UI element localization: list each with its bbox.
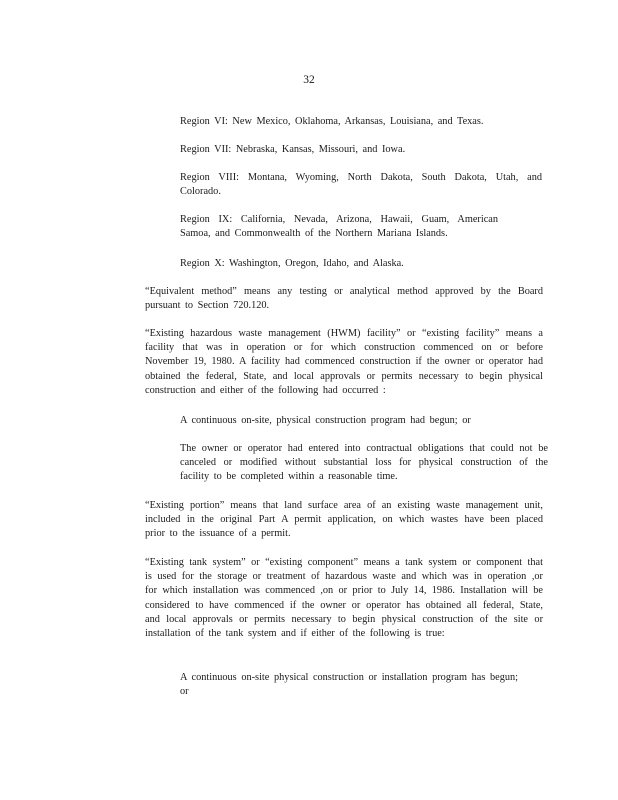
facility-item-continuous: A continuous on-site, physical construction program had begun; or	[180, 415, 471, 426]
region-vii: Region VII: Nebraska, Kansas, Missouri, and Iowa.	[180, 144, 406, 155]
region-x: Region X: Washington, Oregon, Idaho, and Alaska.	[180, 258, 404, 269]
facility-item-contractual: The owner or operator had entered into contractual obligations that could not be canceled or modified without substantial loss for physical construction of the facility to be completed within a reasonable time.	[180, 443, 548, 483]
tank-item-continuous: A continuous on-site physical construction or installation program has begun; or	[180, 672, 518, 698]
definition-existing-tank-system: “Existing tank system” or “existing component” means a tank system or component that is used for the storage or treatment of hazardous waste and which was in operation ,or for which installation was commenced ,on or prior to July 14, 1986. Installation will be considered to have commenced if the owner or operator has obtained all federal, State, and local approvals or permits necessary to begin physical construction of the site or installation of the tank system and if either of the following is true:	[145, 557, 543, 640]
region-ix: Region IX: California, Nevada, Arizona, Hawaii, Guam, American Samoa, and Commonwealth of the Northern Mariana Islands.	[180, 214, 498, 240]
definition-existing-portion: “Existing portion” means that land surface area of an existing waste management unit, included in the original Part A permit application, on which wastes have been placed prior to the issuance of a permit.	[145, 500, 543, 540]
definition-equivalent-method: “Equivalent method” means any testing or analytical method approved by the Board pursuant to Section 720.120.	[145, 286, 543, 312]
region-vi: Region VI: New Mexico, Oklahoma, Arkansas, Louisiana, and Texas.	[180, 116, 484, 127]
page-number: 32	[303, 74, 315, 86]
definition-existing-hwm-facility: “Existing hazardous waste management (HWM) facility” or “existing facility” means a facility that was in operation or for which construction commenced on or before November 19, 1980. A facility had commenced construction if the owner or operator had obtained the federal, State, and local approvals or permits necessary to begin physical construction and either of the following had occurred :	[145, 328, 543, 396]
region-viii: Region VIII: Montana, Wyoming, North Dakota, South Dakota, Utah, and Colorado.	[180, 172, 542, 198]
